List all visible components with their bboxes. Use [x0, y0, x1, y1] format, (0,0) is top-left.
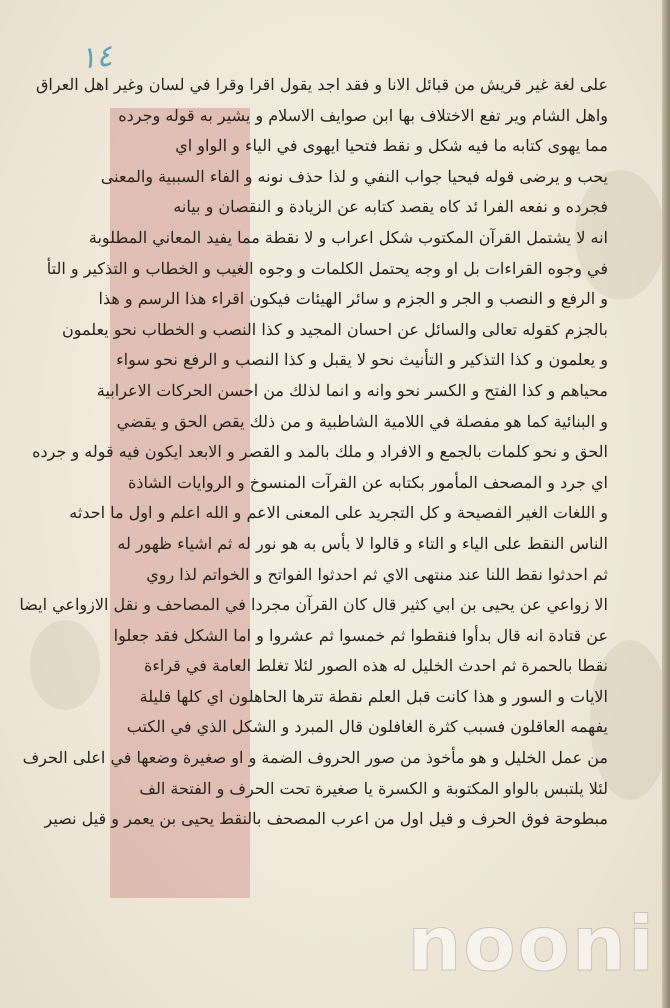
text-line: مبطوحة فوق الحرف و قيل اول من اعرب المصحف بالنقط يحيى بن يعمر و قيل نصير: [44, 809, 608, 829]
text-line: يفهمه العاقلون فسبب كثرة الغافلون قال المبرد و الشكل الذي في الكتب: [126, 717, 608, 737]
text-line: واهل الشام وير تفع الاختلاف بها ابن صوايف الاسلام و يشير به قوله وجرده: [118, 105, 608, 125]
watermark-logo: nooni: [407, 899, 656, 988]
paper-stain: [30, 620, 100, 710]
text-line: ثم احدثوا نقط اللنا عند منتهى الاي ثم احدثوا الفواتح و الخواتم لذا روي: [146, 564, 608, 584]
text-line: انه لا يشتمل القرآن المكتوب شكل اعراب و لا نقطة مما يفيد المعاني المطلوبة: [88, 227, 608, 247]
text-line: محياهم و كذا الفتح و الكسر نحو وانه و انما لذلك من احسن الحركات الاعرابية: [96, 380, 608, 400]
text-line: الا زواعي عن يحيى بن ابي كثير قال كان القرآن مجردا في المصاحف و نقل الازواعي ايضا: [19, 595, 608, 615]
text-line: من عمل الخليل و هو مأخوذ من صور الحروف الضمة و او صغيرة وضعها في اعلى الحرف: [22, 748, 608, 768]
text-line: يحب و يرضى قوله فيحيا جواب النفي و لذا حذف نونه و الفاء السببية والمعنى: [100, 166, 608, 186]
text-line: الايات و السور و هذا كانت قبل العلم نقطة تترها الحاهلون اي كلها قليلة: [139, 686, 608, 706]
text-line: و اللغات الغير الفصيحة و كل التجريد على المعنى الاعم و الله اعلم و اول ما احدثه: [69, 503, 608, 523]
text-line: و البنائية كما هو مفصلة في اللامية الشاطبية و من ذلك يقص الحق و يقضي: [116, 411, 608, 431]
text-line: و الرفع و النصب و الجر و الجزم و سائر الهيئات فيكون اقراء هذا الرسم و هذا: [98, 289, 608, 309]
text-line: في وجوه القراءات بل او وجه يحتمل الكلمات و وجوه الغيب و الخطاب و التذكير و التأ: [46, 258, 608, 278]
text-line: اي جرد و المصحف المأمور بكتابه عن القرآت المنسوخ و الروايات الشاذة: [127, 472, 608, 492]
text-line: مما يهوى كتابه ما فيه شكل و نقط فتحيا ايهوى في الياء و الواو اي: [175, 136, 608, 156]
text-line: و يعلمون و كذا التذكير و التأنيث نحو لا يقبل و كذا النصب و الرفع نحو سواء: [116, 350, 608, 370]
folio-number: ١٤: [78, 38, 114, 77]
page-binding-edge: [662, 0, 670, 1008]
text-line: الحق و نحو كلمات بالجمع و الافراد و ملك بالمد و القصر و الابعد ايكون فيه قوله و جرده: [32, 442, 608, 462]
text-line: عن قتادة انه قال بدأوا فنقطوا ثم خمسوا ثم عشروا و اما الشكل فقد جعلوا: [113, 625, 608, 645]
text-line: فجرده و نفعه الفرا ئد كاه يقصد كتابه عن الزيادة و النقصان و بيانه: [173, 197, 608, 217]
manuscript-text: [19, 70, 608, 835]
text-line: بالجزم كقوله تعالى والسائل عن احسان المجيد و كذا النصب و الخطاب نحو يعلمون: [61, 319, 608, 339]
text-line: لئلا يلتبس بالواو المكتوبة و الكسرة يا صغيرة تحت الحرف و الفتحة الف: [139, 778, 608, 798]
text-line: نقطا بالحمرة ثم احدث الخليل له هذه الصور لئلا تغلط العامة في قراءة: [144, 656, 608, 676]
text-line: على لغة غير قريش من قبائل الانا و فقد اجد يقول اقرا وقرا في لسان وغير اهل العراق: [35, 75, 608, 94]
text-line: الناس النقط على الياء و التاء و قالوا لا بأس به هو نور له ثم اشياء ظهور له: [117, 533, 608, 553]
